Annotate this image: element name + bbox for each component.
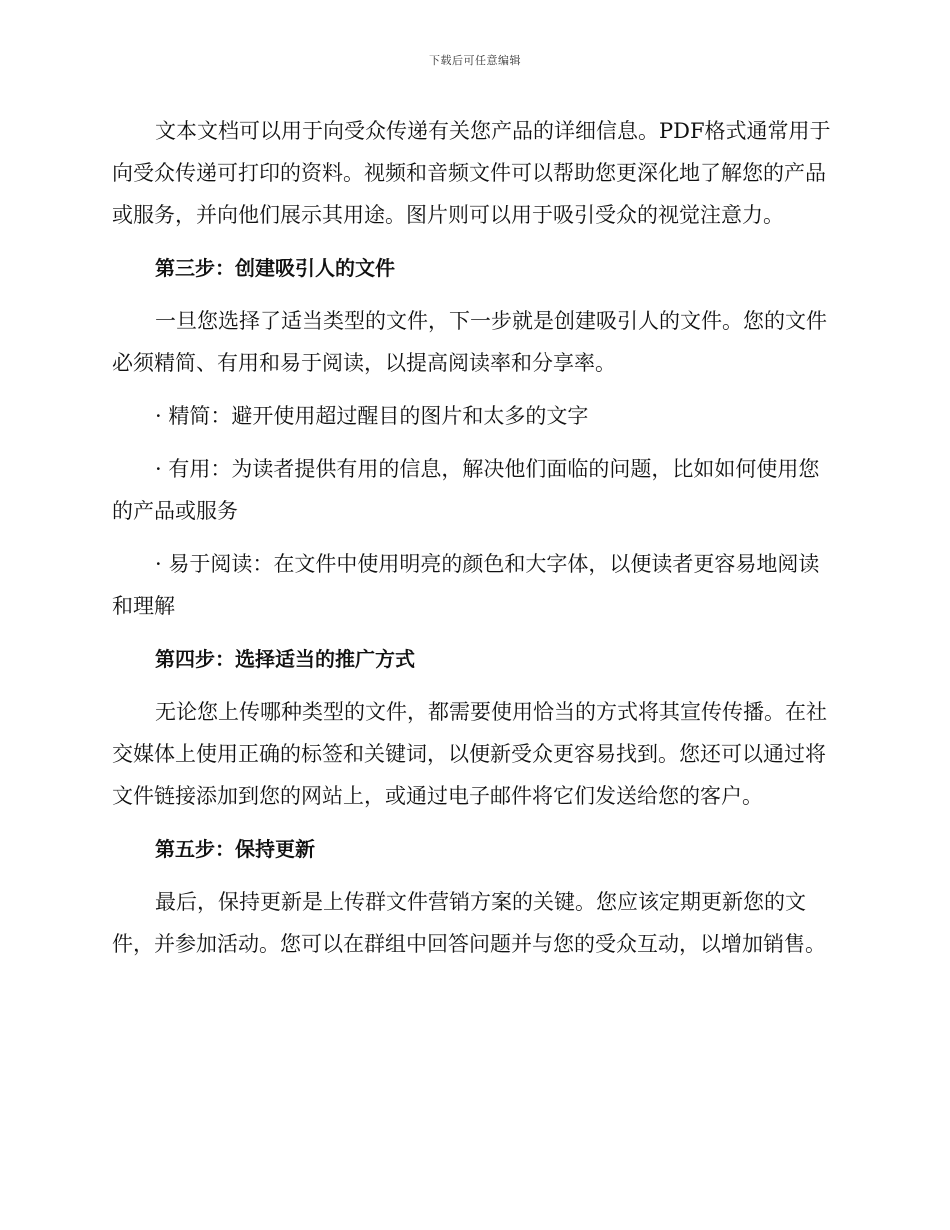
section-heading-step-3: 第三步：创建吸引人的文件 [155, 256, 395, 280]
bullet-useful: · 有用：为读者提供有用的信息，解决他们面临的问题，比如如何使用您的产品或服务 [112, 457, 820, 523]
document-body [112, 110, 832, 976]
page-header: 下载后可任意编辑 [429, 54, 521, 67]
bullet-readable: · 易于阅读：在文件中使用明亮的颜色和大字体，以便读者更容易地阅读和理解 [112, 552, 820, 618]
step-3-paragraph: 一旦您选择了适当类型的文件，下一步就是创建吸引人的文件。您的文件必须精简、有用和易于阅读，以提高阅读率和分享率。 [112, 309, 827, 375]
step-4-paragraph: 无论您上传哪种类型的文件，都需要使用恰当的方式将其宣传传播。在社交媒体上使用正确的标签和关键词，以便新受众更容易找到。您还可以通过将文件链接添加到您的网站上，或通过电子邮件将它们发送给您的客户。 [112, 700, 827, 808]
intro-paragraph: 文本文档可以用于向受众传递有关您产品的详细信息。PDF格式通常用于向受众传递可打印的资料。视频和音频文件可以帮助您更深化地了解您的产品或服务，并向他们展示其用途。图片则可以用于吸引受众的视觉注意力。 [112, 119, 831, 227]
section-heading-step-4: 第四步：选择适当的推广方式 [155, 647, 415, 671]
bullet-concise: · 精简：避开使用超过醒目的图片和太多的文字 [155, 404, 589, 428]
step-5-paragraph: 最后，保持更新是上传群文件营销方案的关键。您应该定期更新您的文件，并参加活动。您可以在群组中回答问题并与您的受众互动，以增加销售。 [112, 890, 826, 956]
section-heading-step-5: 第五步：保持更新 [155, 837, 315, 861]
